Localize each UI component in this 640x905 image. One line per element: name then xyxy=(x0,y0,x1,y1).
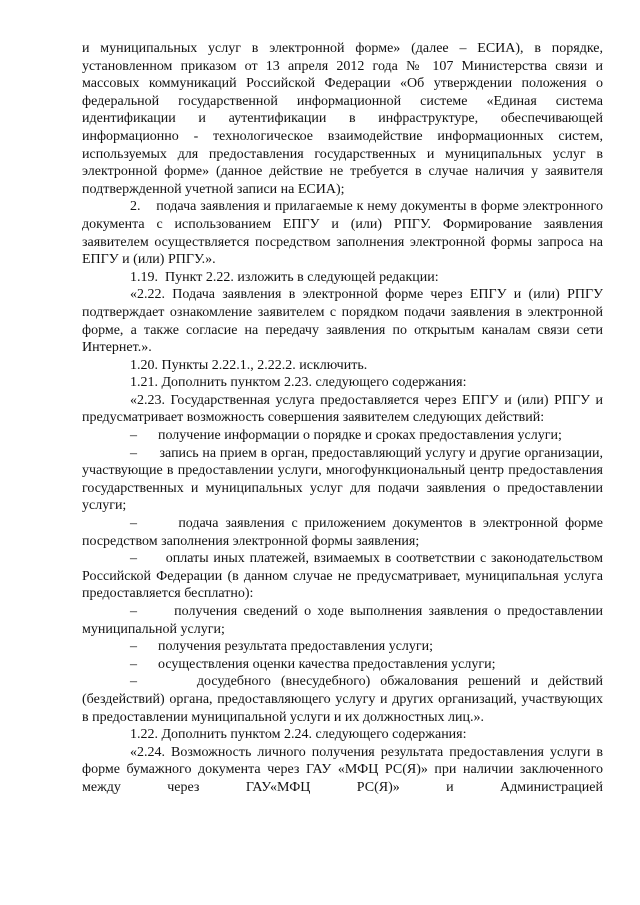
paragraph-1-22: 1.22. Дополнить пунктом 2.24. следующего содержания: xyxy=(130,727,467,743)
list-item-appeal: – досудебного (внесудебного) обжалования решений и действий (бездействий) органа, предоставляющего услугу и других организаций, участвующих в предоставлении муниципальной услуги и их должностных лиц.». xyxy=(82,674,603,725)
paragraph-item-2-submission: 2. подача заявления и прилагаемые к нему документы в форме электронного документа с использованием ЕПГУ и (или) РПГУ. Формирование заявления заявителем осуществляется посредством заполнения электронной формы запроса на ЕПГУ и (или) РПГУ.». xyxy=(82,199,603,268)
list-item-submit-application: – подача заявления с приложением документов в электронной форме посредством заполнения электронной формы заявления; xyxy=(82,516,603,549)
document-page xyxy=(82,40,603,797)
list-item-info: – получение информации о порядке и сроках предоставления услуги; xyxy=(130,428,562,444)
paragraph-1-21: 1.21. Дополнить пунктом 2.23. следующего содержания: xyxy=(130,375,467,391)
paragraph-1-20: 1.20. Пункты 2.22.1., 2.22.2. исключить. xyxy=(130,357,368,373)
paragraph-2-23-intro: «2.23. Государственная услуга предоставляется через ЕПГУ и (или) РПГУ и предусматривает возможность совершения заявителем следующих действий: xyxy=(82,392,603,426)
list-item-status: – получения сведений о ходе выполнения заявления о предоставлении муниципальной услуги; xyxy=(82,604,603,637)
paragraph-esia-continuation: и муниципальных услуг в электронной форме» (далее – ЕСИА), в порядке, установленном приказом от 13 апреля 2012 года № 107 Министерства связи и массовых коммуникаций Российской Федерации «Об утверждении положения о федеральной государственной информационной системе «Единая система идентификации и аутентификации в инфраструктуре, обеспечивающей информационно - технологическое взаимодействие информационных систем, используемых для предоставления государственных и муниципальных услуг в электронной форме» (данное действие не требуется в случае наличия у заявителя подтвержденной учетной записи на ЕСИА); xyxy=(82,41,603,197)
paragraph-1-19: 1.19. Пункт 2.22. изложить в следующей редакции: xyxy=(130,269,439,285)
paragraph-2-24-text: «2.24. Возможность личного получения результата предоставления услуги в форме бумажного документа через ГАУ «МФЦ РС(Я)» при наличии заключенного между через ГАУ«МФЦ РС(Я)» и Администрацией xyxy=(82,744,603,795)
list-item-appointment: – запись на прием в орган, предоставляющий услугу и другие организации, участвующие в предоставлении услуги, многофункциональный центр предоставления государственных и муниципальных услуг для подачи заявления о предоставлении услуги; xyxy=(82,445,603,514)
list-item-result: – получения результата предоставления услуги; xyxy=(130,639,434,655)
paragraph-2-22-text: «2.22. Подача заявления в электронной форме через ЕПГУ и (или) РПГУ подтверждает ознакомление заявителем с порядком подачи заявления в электронной форме, а также согласие на передачу заявления по открытым каналам связи сети Интернет.». xyxy=(82,287,603,356)
list-item-payments: – оплаты иных платежей, взимаемых в соответствии с законодательством Российской Федерации (в данном случае не предусматривает, муниципальная услуга предоставляется бесплатно): xyxy=(82,551,603,602)
list-item-quality-rating: – осуществления оценки качества предоставления услуги; xyxy=(130,656,496,672)
